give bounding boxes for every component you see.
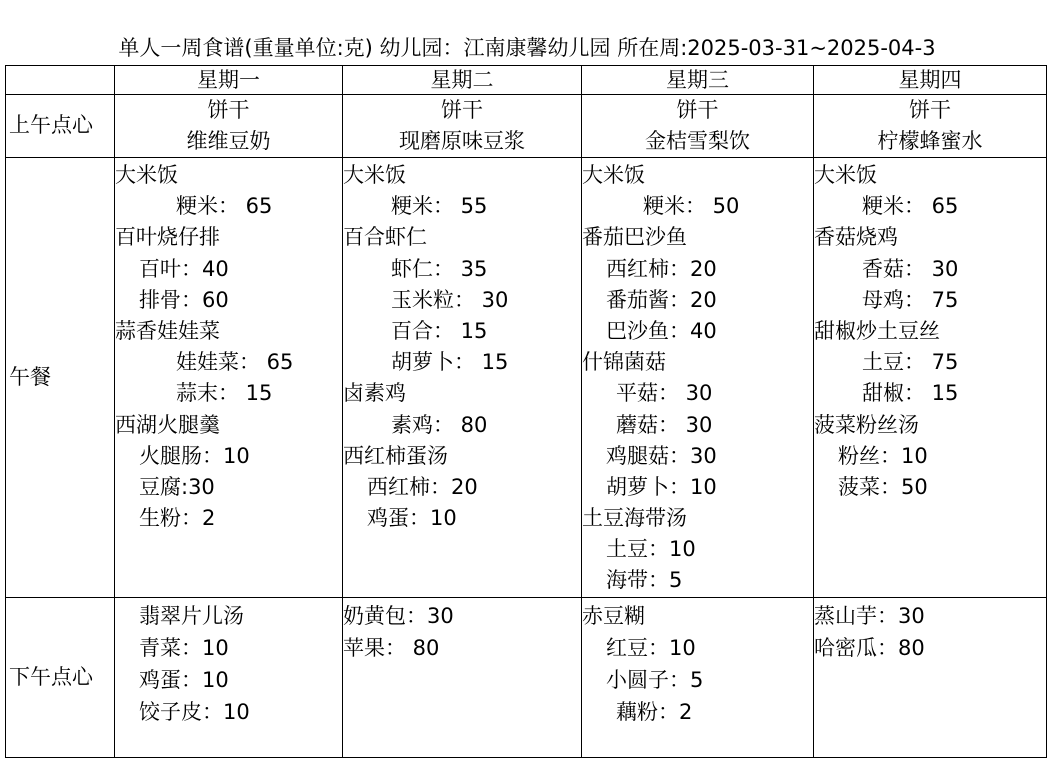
ingredient: 生粉：2 — [139, 506, 216, 531]
dish-name: 大米饭 — [343, 163, 406, 187]
dish-name: 菠菜粉丝汤 — [814, 412, 919, 437]
ingredient: 蘑菇： 30 — [616, 412, 713, 437]
am-snack-drink: 现磨原味豆浆 — [399, 129, 525, 153]
ingredient: 鸡蛋：10 — [367, 506, 457, 531]
am-snack-item: 饼干 — [441, 98, 483, 122]
day-header-row — [6, 66, 1047, 95]
ingredient: 百合： 15 — [391, 318, 488, 343]
ingredient: 香菇： 30 — [862, 256, 959, 281]
row-label-pm-snack: 下午点心 — [6, 598, 115, 758]
ingredient: 百叶：40 — [139, 256, 229, 281]
dish-name: 土豆海带汤 — [582, 506, 687, 531]
pm-snack-line: 蒸山芋：30 — [814, 604, 925, 628]
am-snack-drink: 柠檬蜂蜜水 — [877, 129, 983, 153]
ingredient: 土豆：10 — [606, 537, 696, 562]
lunch-wednesday — [582, 158, 814, 598]
ingredient: 蒜末： 15 — [176, 381, 273, 406]
ingredient: 粳米： 65 — [862, 194, 959, 219]
lunch-row — [6, 158, 1047, 598]
ingredient: 玉米粒： 30 — [391, 287, 509, 312]
pm-snack-line: 奶黄包：30 — [343, 604, 454, 628]
dish-name: 百叶烧仔排 — [115, 225, 220, 250]
pm-snack-line: 哈密瓜：80 — [814, 636, 925, 660]
ingredient: 平菇： 30 — [616, 381, 713, 406]
ingredient: 粉丝：10 — [838, 443, 928, 468]
ingredient: 娃娃菜： 65 — [176, 350, 294, 375]
lunch-monday — [115, 158, 343, 598]
dish-name: 大米饭 — [582, 163, 645, 187]
pm-snack-line: 青菜：10 — [139, 636, 229, 660]
ingredient: 虾仁： 35 — [391, 256, 488, 281]
ingredient: 巴沙鱼：40 — [606, 318, 717, 343]
dish-name: 什锦菌菇 — [582, 350, 666, 375]
ingredient: 鸡腿菇：30 — [606, 443, 717, 468]
am-snack-tuesday — [343, 95, 582, 158]
pm-snack-line: 小圆子：5 — [606, 668, 704, 692]
pm-snack-line: 饺子皮：10 — [139, 700, 250, 724]
am-snack-wednesday — [582, 95, 814, 158]
ingredient: 粳米： 55 — [391, 194, 488, 219]
dish-name: 番茄巴沙鱼 — [582, 225, 687, 250]
am-snack-item: 饼干 — [909, 98, 951, 122]
lunch-thursday — [814, 158, 1047, 598]
ingredient: 粳米： 50 — [643, 194, 740, 219]
dish-name: 大米饭 — [814, 163, 877, 187]
row-label-am-snack: 上午点心 — [6, 95, 115, 158]
ingredient: 胡萝卜： 15 — [391, 350, 509, 375]
ingredient: 西红柿：20 — [367, 474, 478, 499]
pm-snack-wednesday — [582, 598, 814, 758]
pm-snack-line: 红豆：10 — [606, 636, 696, 660]
dish-name: 香菇烧鸡 — [814, 225, 898, 250]
day-header-thursday: 星期四 — [814, 66, 1047, 95]
ingredient: 火腿肠：10 — [139, 443, 250, 468]
day-header-wednesday: 星期三 — [582, 66, 814, 95]
ingredient: 菠菜：50 — [838, 474, 928, 499]
ingredient: 土豆： 75 — [862, 350, 959, 375]
dish-name: 百合虾仁 — [343, 225, 427, 250]
pm-snack-line: 苹果： 80 — [343, 636, 440, 660]
lunch-tuesday — [343, 158, 582, 598]
pm-snack-line: 鸡蛋：10 — [139, 668, 229, 692]
ingredient: 海带：5 — [606, 568, 683, 593]
am-snack-thursday — [814, 95, 1047, 158]
dish-name: 甜椒炒土豆丝 — [814, 318, 940, 343]
ingredient: 素鸡： 80 — [391, 412, 488, 437]
dish-name: 西红柿蛋汤 — [343, 443, 448, 468]
pm-snack-line: 翡翠片儿汤 — [139, 604, 244, 628]
day-header-monday: 星期一 — [115, 66, 343, 95]
am-snack-item: 饼干 — [207, 98, 250, 122]
pm-snack-tuesday — [343, 598, 582, 758]
ingredient: 番茄酱：20 — [606, 287, 717, 312]
dish-name: 蒜香娃娃菜 — [115, 318, 220, 343]
am-snack-drink: 金桔雪梨饮 — [645, 129, 750, 153]
ingredient: 排骨：60 — [139, 287, 229, 312]
row-label-lunch: 午餐 — [6, 158, 115, 598]
ingredient: 甜椒： 15 — [862, 381, 959, 406]
corner-cell — [6, 66, 115, 95]
pm-snack-line: 藕粉：2 — [616, 700, 693, 724]
am-snack-item: 饼干 — [676, 98, 719, 122]
dish-name: 西湖火腿羹 — [115, 412, 220, 437]
pm-snack-line: 赤豆糊 — [582, 604, 645, 628]
dish-name: 大米饭 — [115, 163, 178, 187]
day-header-tuesday: 星期二 — [343, 66, 582, 95]
ingredient: 豆腐:30 — [139, 474, 215, 499]
ingredient: 西红柿：20 — [606, 256, 717, 281]
ingredient: 粳米： 65 — [176, 194, 273, 219]
ingredient: 母鸡： 75 — [862, 287, 959, 312]
menu-table — [5, 65, 1047, 758]
am-snack-row — [6, 95, 1047, 158]
page-title: 单人一周食谱(重量单位:克) 幼儿园：江南康馨幼儿园 所在周:2025-03-31~2025-04-3 — [118, 36, 936, 60]
dish-name: 卤素鸡 — [343, 381, 406, 406]
am-snack-monday — [115, 95, 343, 158]
ingredient: 胡萝卜：10 — [606, 474, 717, 499]
pm-snack-thursday — [814, 598, 1047, 758]
pm-snack-monday — [115, 598, 343, 758]
pm-snack-row — [6, 598, 1047, 758]
am-snack-drink: 维维豆奶 — [186, 129, 271, 153]
